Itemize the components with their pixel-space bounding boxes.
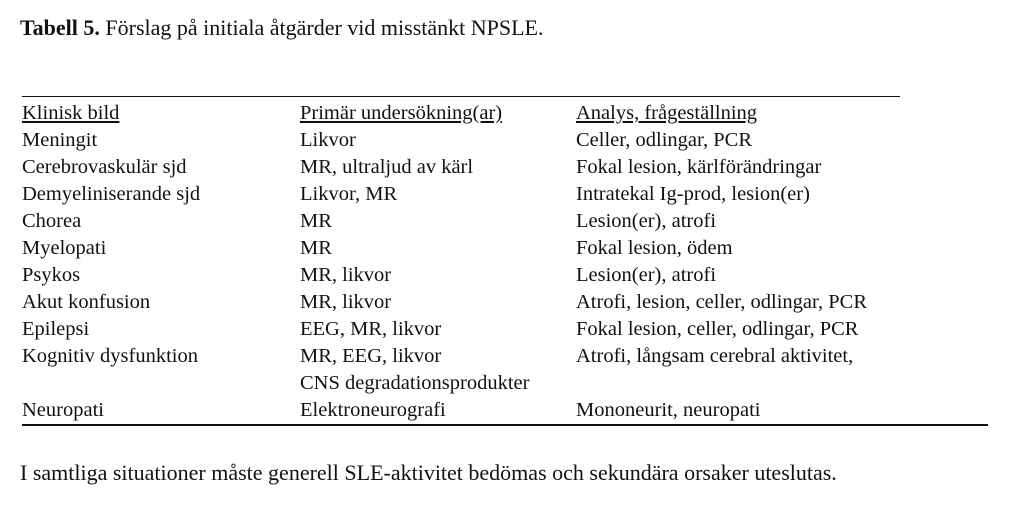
table-cell: MR, likvor bbox=[300, 291, 392, 313]
header-cell-clinical: Klinisk bild bbox=[22, 102, 120, 124]
table-bottom-rule bbox=[22, 424, 988, 426]
table-cell: Elektroneurografi bbox=[300, 399, 446, 421]
table-cell: Fokal lesion, ödem bbox=[576, 237, 733, 259]
table-cell: Likvor, MR bbox=[300, 183, 398, 205]
table-cell: Akut konfusion bbox=[22, 291, 151, 313]
table-cell: Fokal lesion, kärlförändringar bbox=[576, 156, 822, 178]
header-cell-primary: Primär undersökning(ar) bbox=[300, 102, 503, 124]
table-row bbox=[22, 289, 988, 316]
table-footnote: I samtliga situationer måste generell SLE-aktivitet bedömas och sekundära orsaker uteslutas. bbox=[20, 460, 837, 485]
table-cell: Lesion(er), atrofi bbox=[576, 210, 717, 232]
table-cell: Kognitiv dysfunktion bbox=[22, 345, 198, 367]
table-cell: EEG, MR, likvor bbox=[300, 318, 442, 340]
table-cell: Lesion(er), atrofi bbox=[576, 264, 717, 286]
table-cell: Cerebrovaskulär sjd bbox=[22, 156, 187, 178]
table-cell: Atrofi, långsam cerebral aktivitet, bbox=[576, 345, 854, 367]
table-cell: Likvor bbox=[300, 129, 356, 151]
table-row bbox=[22, 262, 988, 289]
table-cell: Epilepsi bbox=[22, 318, 90, 340]
table-row bbox=[22, 208, 988, 235]
caption-text: Förslag på initiala åtgärder vid misstänkt NPSLE. bbox=[99, 15, 544, 40]
table-cell: Fokal lesion, celler, odlingar, PCR bbox=[576, 318, 859, 340]
npsle-table bbox=[22, 100, 988, 424]
table-row bbox=[22, 370, 988, 397]
table-row bbox=[22, 154, 988, 181]
table-caption bbox=[20, 14, 544, 42]
table-row bbox=[22, 181, 988, 208]
table-cell: Celler, odlingar, PCR bbox=[576, 129, 753, 151]
table-cell: Atrofi, lesion, celler, odlingar, PCR bbox=[576, 291, 868, 313]
table-top-rule bbox=[22, 96, 900, 97]
table-row bbox=[22, 127, 988, 154]
table-cell bbox=[576, 370, 988, 397]
table-cell: CNS degradationsprodukter bbox=[300, 372, 530, 394]
table-cell: Neuropati bbox=[22, 399, 104, 421]
table-cell: Chorea bbox=[22, 210, 82, 232]
table-cell: MR, likvor bbox=[300, 264, 392, 286]
table-cell: MR, EEG, likvor bbox=[300, 345, 442, 367]
table-row bbox=[22, 343, 988, 370]
table-cell: Mononeurit, neuropati bbox=[576, 399, 761, 421]
caption-label: Tabell 5. bbox=[20, 15, 100, 40]
table-cell: Meningit bbox=[22, 129, 98, 151]
table-row bbox=[22, 235, 988, 262]
header-cell-analysis: Analys, frågeställning bbox=[576, 102, 758, 124]
table-row bbox=[22, 316, 988, 343]
table-cell: MR bbox=[300, 210, 332, 232]
table-header-row bbox=[22, 100, 988, 127]
table-cell: Demyeliniserande sjd bbox=[22, 183, 201, 205]
table-cell: Psykos bbox=[22, 264, 81, 286]
table-cell: Intratekal Ig-prod, lesion(er) bbox=[576, 183, 810, 205]
table-cell: Myelopati bbox=[22, 237, 107, 259]
table-cell bbox=[22, 370, 300, 397]
table-cell: MR bbox=[300, 237, 332, 259]
table-row bbox=[22, 397, 988, 424]
table-cell: MR, ultraljud av kärl bbox=[300, 156, 474, 178]
